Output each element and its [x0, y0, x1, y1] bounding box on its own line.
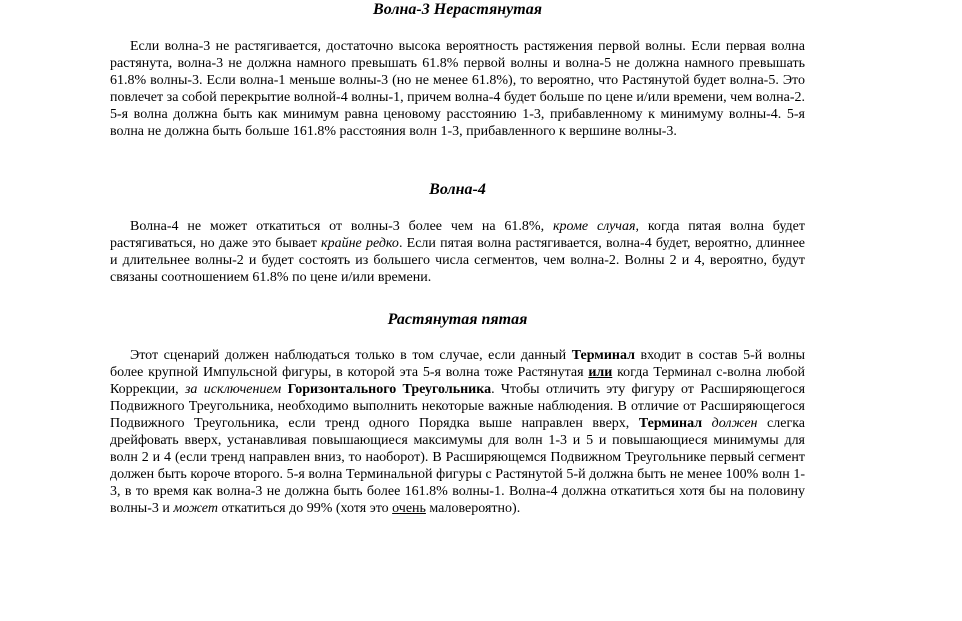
section-heading-wave3: Волна-3 Нерастянутая [373, 1, 542, 18]
emphasis-text: кроме случая [552, 219, 636, 234]
text-run: входит в состав 5-й волны более крупной Импульсной фигуры, в которой эта 5-я волна тоже Растянутая [110, 348, 805, 380]
text-run: маловероятно). [425, 501, 521, 516]
text-run: когда Терминал c-волна любой Коррекции, [110, 365, 805, 397]
text-run: . Если пятая волна растягивается, волна-4 будет, вероятно, длиннее и длительнее волны-2 и будет состоять из большего числа сегментов, чем волна-2. Волны 2 и 4, вероятно, будут связаны соотношением 61.8% по цене и/или времени. [110, 236, 805, 285]
bold-underlined-text: или [588, 365, 613, 380]
paragraph-extended-fifth [110, 347, 805, 517]
text-run: Этот сценарий должен наблюдаться только в том случае, если данный [130, 348, 572, 363]
underlined-text: очень [392, 501, 426, 516]
text-run [702, 416, 712, 431]
text-run: , когда пятая волна будет растягиваться, но даже это бывает [110, 219, 805, 251]
paragraph-wave3: Если волна-3 не растягивается, достаточно высока вероятность растяжения первой волны. Если первая волна растянута, волна-3 не должна намного превышать 61.8% первой волны и волна-5 не должна намного превышать 61.8% волны-3. Если волна-1 меньше волны-3 (но не менее 61.8%), то вероятно, что Растянутой будет волна-5. Это повлечет за собой перекрытие волной-4 волны-1, причем волна-4 будет больше по цене и/или времени, чем волна-2. 5-я волна должна быть как минимум равна ценовому расстоянию 1-3, прибавленному к минимуму волны-4. 5-я волна не должна быть больше 161.8% расстояния волн 1-3, прибавленного к вершине волны-3. [110, 39, 805, 139]
emphasis-text: может [173, 501, 218, 516]
text-run: . Чтобы отличить эту фигуру от Расширяющегося Подвижного Треугольника, необходимо выполнить некоторые важные наблюдения. В отличие от Расширяющегося Подвижного Треугольника, если тренд одного Порядка выше направлен вверх, [110, 382, 806, 431]
text-run: откатиться до 99% (хотя это [217, 501, 393, 516]
section-heading-wave4: Волна-4 [429, 181, 486, 198]
paragraph-wave4 [110, 218, 805, 286]
emphasis-text: за исключением [184, 382, 282, 397]
emphasis-text: должен [711, 416, 758, 431]
text-run: Волна-4 не может откатиться от волны-3 более чем на 61.8%, [130, 219, 553, 234]
bold-term: Горизонтального Треугольника [287, 382, 492, 397]
section-heading-extended-fifth: Растянутая пятая [387, 311, 528, 328]
bold-term: Терминал [571, 348, 635, 363]
emphasis-text: крайне редко [321, 236, 399, 251]
text-run: слегка дрейфовать вверх, устанавливая повышающиеся максимумы для волн 1-3 и 5 и повышающиеся минимумы для волн 2 и 4 (если тренд направлен вниз, то наоборот). В Расширяющемся Подвижном Треугольнике первый сегмент должен быть короче второго. 5-я волна Терминальной фигуры с Растянутой 5-й должна быть не менее 100% волн 1-3, в то время как волна-3 не должна быть более 161.8% волны-1. Волна-4 должна откатиться хотя бы на половину волны-3 и [110, 416, 805, 516]
bold-term: Терминал [638, 416, 703, 431]
